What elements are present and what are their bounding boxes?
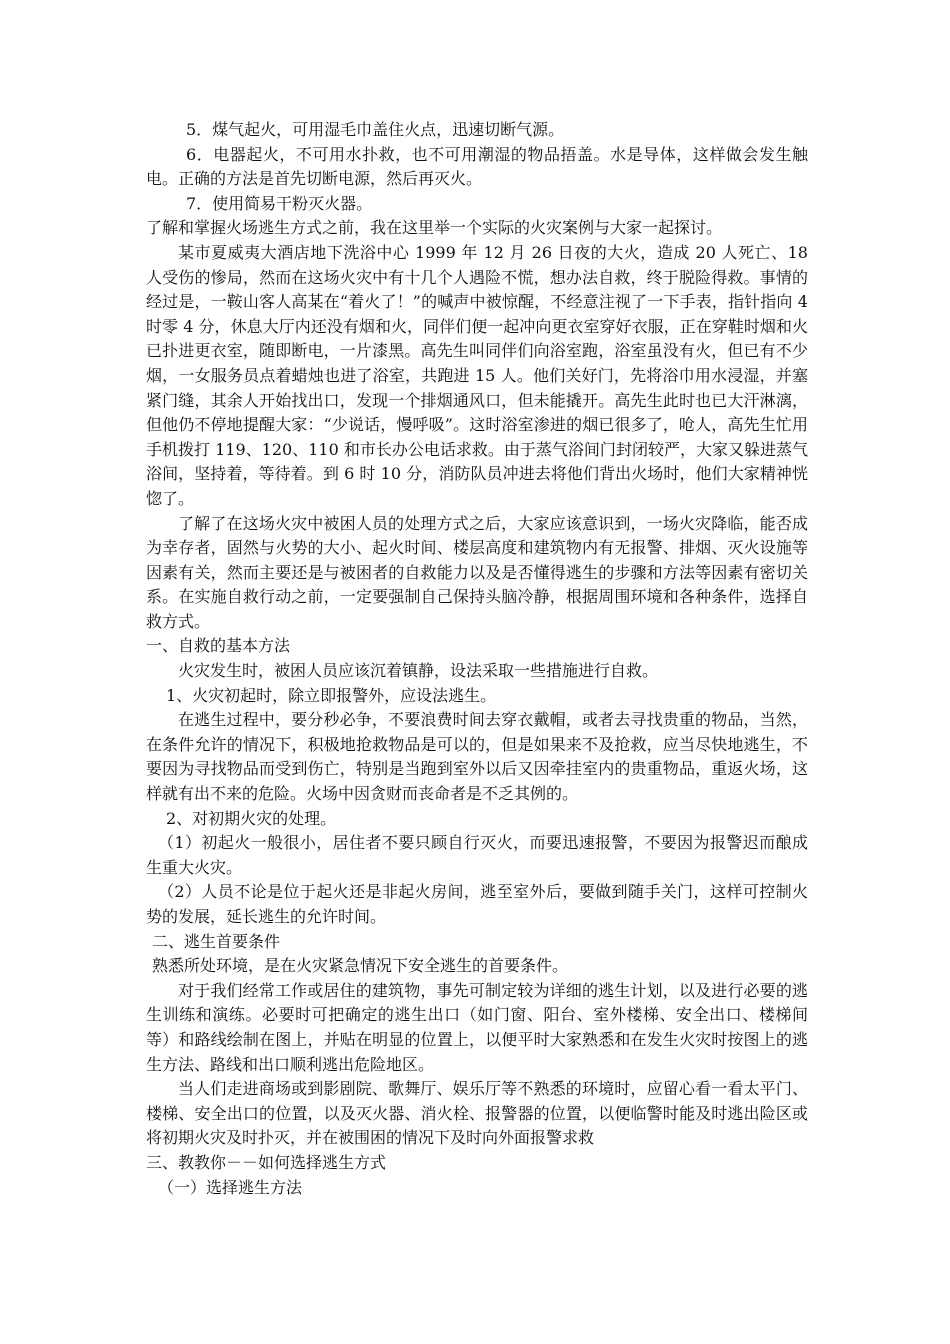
intro-paragraph: 了解和掌握火场逃生方式之前，我在这里举一个实际的火灾案例与大家一起探讨。 (146, 218, 723, 238)
list-item: 1、火灾初起时，除立即报警外，应设法逃生。 (166, 685, 497, 705)
subsection-heading: （一）选择逃生方法 (158, 1177, 303, 1197)
section-heading-self-rescue: 一、自救的基本方法 (146, 636, 291, 656)
case-paragraph: 某市夏威夷大酒店地下洗浴中心 1999 年 12 月 26 日夜的大火，造成 20 人死亡、18 人受伤的惨局，然而在这场火灾中有十几个人遇险不慌，想办法自救，终于脱险得救。事情的经过是，一鞍山客人高某在“着火了！”的喊声中被惊醒，不经意注视了一下手表，指针指向 4 时零 4 分，休息大厅内还没有烟和火，同伴们便一起冲向更衣室穿好衣服，正在穿鞋时烟和火已扑进更衣室，随即断电，一片漆黑。高先生叫同伴们向浴室跑，浴室虽没有火，但已有不少烟，一女服务员点着蜡烛也进了浴室，共跑进 15 人。他们关好门，先将浴巾用水浸湿，并塞紧门缝，其余人开始找出口，发现一个排烟通风口，但未能撬开。高先生此时也已大汗淋漓，但他仍不停地提醒大家：“少说话，慢呼吸”。这时浴室渗进的烟已很多了，呛人，高先生忙用手机拨打 119、120、110 和市长办公电话求救。由于蒸气浴间门封闭较严，大家又躲进蒸气浴间，坚持着，等待着。到 6 时 10 分，消防队员冲进去将他们背出火场时，他们大家精神恍惚了。 (146, 242, 808, 508)
paragraph: 在逃生过程中，要分秒必争，不要浪费时间去穿衣戴帽，或者去寻找贵重的物品，当然，在条件允许的情况下，积极地抢救物品是可以的，但是如果来不及抢救，应当尽快地逃生，不要因为寻找物品而受到伤亡，特别是当跑到室外以后又因牵挂室内的贵重物品，重返火场，这样就有出不来的危险。火场中因贪财而丧命者是不乏其例的。 (146, 710, 808, 804)
analysis-paragraph: 了解了在这场火灾中被困人员的处理方式之后，大家应该意识到，一场火灾降临，能否成为幸存者，固然与火势的大小、起火时间、楼层高度和建筑物内有无报警、排烟、灭火设施等因素有关，然而主要还是与被困者的自救能力以及是否懂得逃生的步骤和方法等因素有密切关系。在实施自救行动之前，一定要强制自己保持头脑冷静，根据周围环境和各种条件，选择自救方式。 (146, 513, 808, 631)
section-heading-escape-condition: 二、逃生首要条件 (152, 931, 281, 951)
paragraph: 火灾发生时，被困人员应该沉着镇静，设法采取一些措施进行自救。 (178, 661, 659, 681)
list-item: （1）初起火一般很小，居住者不要只顾自行灭火，而要迅速报警，不要因为报警迟而酿成生重大火灾。 (146, 833, 808, 877)
list-item-extinguisher: 7．使用简易干粉灭火器。 (186, 193, 373, 213)
list-item: 2、对初期火灾的处理。 (166, 808, 337, 828)
paragraph: 对于我们经常工作或居住的建筑物，事先可制定较为详细的逃生计划，以及进行必要的逃生训练和演练。必要时可把确定的逃生出口（如门窗、阳台、室外楼梯、安全出口、楼梯间等）和路线绘制在图上，并贴在明显的位置上，以便平时大家熟悉和在发生火灾时按图上的逃生方法、路线和出口顺利逃出危险地区。 (146, 980, 808, 1074)
document-body (146, 118, 808, 1200)
list-item-gas-fire: 5．煤气起火，可用湿毛巾盖住火点，迅速切断气源。 (186, 120, 565, 139)
list-item-electrical-fire: 6．电器起火，不可用水扑救，也不可用潮湿的物品捂盖。水是导体，这样做会发生触电。正确的方法是首先切断电源，然后再灭火。 (146, 144, 808, 189)
paragraph: 熟悉所处环境，是在火灾紧急情况下安全逃生的首要条件。 (152, 956, 569, 976)
paragraph: 当人们走进商场或到影剧院、歌舞厅、娱乐厅等不熟悉的环境时，应留心看一看太平门、楼梯、安全出口的位置，以及灭火器、消火栓、报警器的位置，以便临警时能及时逃出险区或将初期火灾及时扑灭，并在被围困的情况下及时向外面报警求救 (146, 1079, 808, 1148)
section-heading-escape-method: 三、教教你－－如何选择逃生方式 (146, 1152, 387, 1172)
list-item: （2）人员不论是位于起火还是非起火房间，逃至室外后，要做到随手关门，这样可控制火势的发展，延长逃生的允许时间。 (146, 882, 808, 926)
